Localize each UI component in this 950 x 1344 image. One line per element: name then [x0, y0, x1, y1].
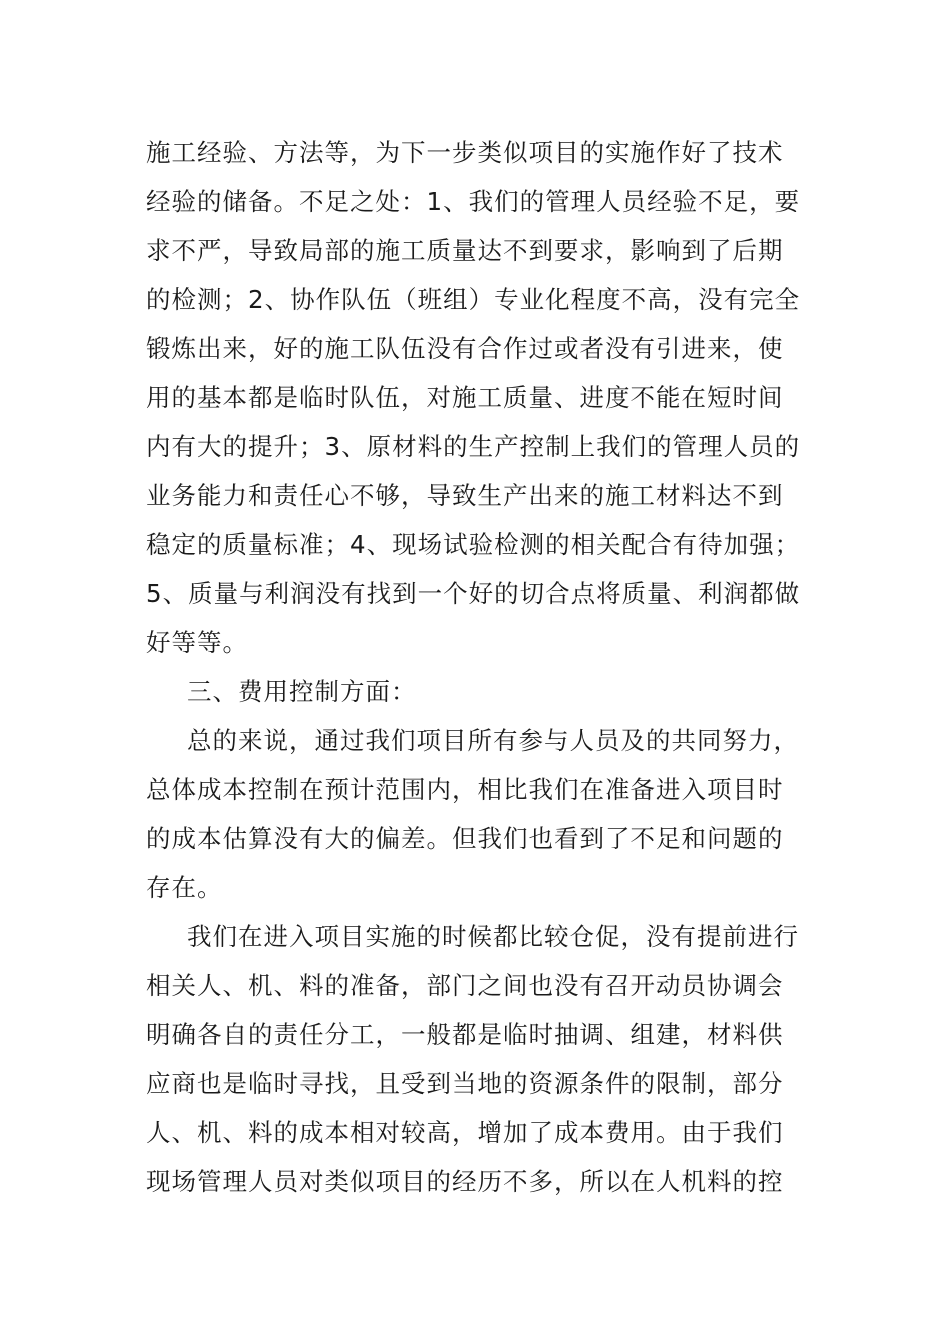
text-line: 明确各自的责任分工，一般都是临时抽调、组建，材料供: [146, 1020, 784, 1049]
text-line: 总的来说，通过我们项目所有参与人员及的共同努力，: [187, 726, 799, 755]
text-line: 应商也是临时寻找，且受到当地的资源条件的限制，部分: [146, 1069, 784, 1098]
text-line: 存在。: [146, 873, 223, 902]
text-line: 我们在进入项目实施的时候都比较仓促，没有提前进行: [187, 922, 799, 951]
text-line: 求不严，导致局部的施工质量达不到要求，影响到了后期: [146, 236, 784, 265]
section-heading: 三、费用控制方面：: [187, 677, 417, 706]
text-line: 人、机、料的成本相对较高，增加了成本费用。由于我们: [146, 1118, 784, 1147]
paragraph-preparation: [146, 912, 806, 1206]
text-line: 经验的储备。不足之处：1、我们的管理人员经验不足，要: [146, 187, 801, 216]
document-body: [146, 128, 806, 1206]
text-line: 业务能力和责任心不够，导致生产出来的施工材料达不到: [146, 481, 784, 510]
text-line: 5、质量与利润没有找到一个好的切合点将质量、利润都做: [146, 579, 801, 608]
text-line: 相关人、机、料的准备，部门之间也没有召开动员协调会: [146, 971, 784, 1000]
paragraph-quality: [146, 128, 806, 667]
text-line: 锻炼出来，好的施工队伍没有合作过或者没有引进来，使: [146, 334, 784, 363]
text-line: 稳定的质量标准；4、现场试验检测的相关配合有待加强；: [146, 530, 801, 559]
text-line: 的检测；2、协作队伍（班组）专业化程度不高，没有完全: [146, 285, 801, 314]
text-line: 好等等。: [146, 628, 248, 657]
text-line: 内有大的提升；3、原材料的生产控制上我们的管理人员的: [146, 432, 801, 461]
text-line: 施工经验、方法等，为下一步类似项目的实施作好了技术: [146, 138, 784, 167]
text-line: 总体成本控制在预计范围内，相比我们在准备进入项目时: [146, 775, 784, 804]
text-line: 的成本估算没有大的偏差。但我们也看到了不足和问题的: [146, 824, 784, 853]
paragraph-summary: [146, 716, 806, 912]
text-line: 现场管理人员对类似项目的经历不多，所以在人机料的控: [146, 1167, 784, 1196]
text-line: 用的基本都是临时队伍，对施工质量、进度不能在短时间: [146, 383, 784, 412]
